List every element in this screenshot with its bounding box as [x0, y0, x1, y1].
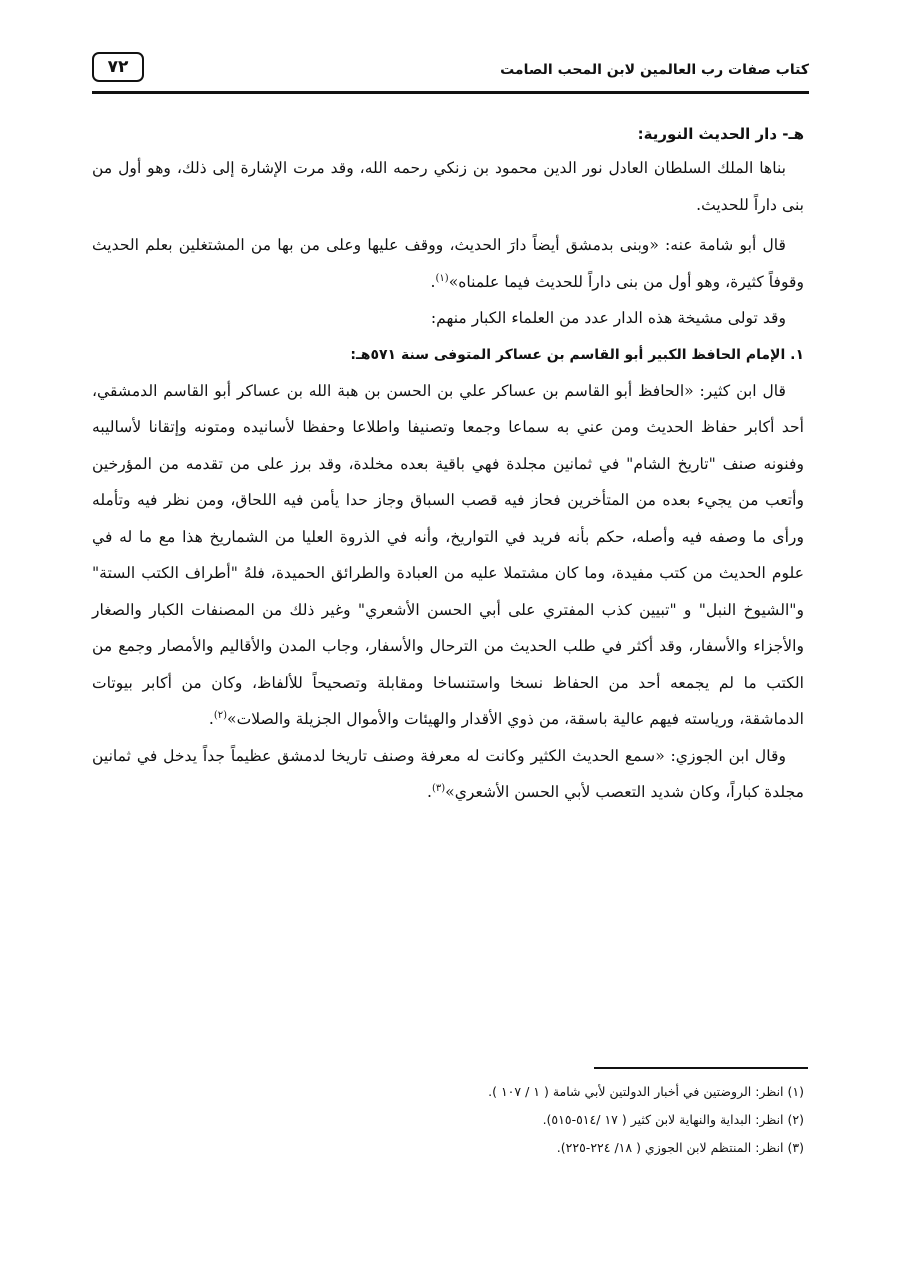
footnote-2: (٢) انظر: البداية والنهاية لابن كثير ( ١٧ /٥١٤-٥١٥). — [542, 1112, 804, 1127]
footnote-3: (٣) انظر: المنتظم لابن الجوزي ( ١٨/ ٢٢٤-٢٢٥). — [556, 1140, 804, 1155]
header-divider — [92, 91, 809, 94]
main-text — [92, 118, 804, 811]
paragraph-5-text: وقال ابن الجوزي: «سمع الحديث الكثير وكانت له معرفة وصنف تاريخا لدمشق عظيماً جداً يدخل في ثمانين مجلدة كباراً، وكان شديد التعصب لأبي الحسن الأشعري» — [92, 746, 804, 801]
footnote-ref-3: (٣) — [431, 782, 446, 794]
section-heading: هـ- دار الحديث النورية: — [637, 125, 804, 143]
footnote-1: (١) انظر: الروضتين في أخبار الدولتين لأبي شامة ( ١ / ١٠٧ ). — [488, 1084, 804, 1099]
page-header — [92, 52, 809, 92]
page-number: ٧٢ — [92, 52, 144, 82]
paragraph-5-end: . — [427, 783, 432, 801]
footnote-divider — [594, 1067, 808, 1069]
footnote-ref-1: (١) — [435, 272, 449, 284]
paragraph-5 — [92, 738, 804, 811]
book-title: كتاب صفات رب العالمين لابن المحب الصامت — [500, 62, 809, 78]
paragraph-2 — [92, 227, 804, 300]
scholar-heading: ١. الإمام الحافظ الكبير أبو القاسم بن عساكر المتوفى سنة ٥٧١هـ: — [350, 346, 804, 363]
paragraph-2-end: . — [430, 272, 436, 291]
paragraph-1: بناها الملك السلطان العادل نور الدين محمود بن زنكي رحمه الله، وقد مرت الإشارة إلى ذلك، وهو أول من بنى داراً للحديث. — [92, 159, 804, 214]
footnote-ref-2: (٢) — [213, 709, 228, 721]
paragraph-2-text: قال أبو شامة عنه: «وبنى بدمشق أيضاً دارَ الحديث، ووقف عليها وعلى من بها من المشتغلين بعلم الحديث وقوفاً كثيرة، وهو أول من بنى داراً للحديث فيما علمناه» — [92, 236, 804, 291]
paragraph-4 — [92, 373, 804, 738]
footnotes — [204, 1078, 804, 1162]
paragraph-4-end: . — [208, 710, 214, 728]
paragraph-3: وقد تولى مشيخة هذه الدار عدد من العلماء الكبار منهم: — [430, 309, 786, 327]
paragraph-4-text: قال ابن كثير: «الحافظ أبو القاسم بن عساكر علي بن الحسن بن هبة الله بن عساكر أبو القاسم الدمشقي، أحد أكابر حفاظ الحديث ومن عني به سماعا وجمعا وتصنيفا واطلاعا وحفظا لأسانيده ومتونه وإتقانا لأساليبه وفنونه صنف "تاريخ الشام" في ثمانين مجلدة فهي باقية بعده مخلدة، وقد برز على من تقدمه من المؤرخين وأتعب من يجيء بعده من المتأخرين فحاز فيه قصب السباق وجاز حدا يأمن فيه اللحاق، ومن نظر فيه وتأمله ورأى ما وصفه فيه وأصله، حكم بأنه فريد في التواريخ، وأنه في الذروة العليا من الشماريخ هذا مع ما له في علوم الحديث من كتب مفيدة، وما كان مشتملا عليه من العبادة والطرائق الحميدة، فلهُ "أطراف الكتب الستة" و"الشيوخ النبل" و "تبيين كذب المفتري على أبي الحسن الأشعري" وغير ذلك من المصنفات الكبار والصغار والأجزاء والأسفار، وقد أكثر في طلب الحديث من الترحال والأسفار، وجاب المدن والأقاليم والأمصار وجمع من الكتب ما لم يجمعه أحد من الحفاظ نسخا واستنساخا ومقابلة وتصحيحاً للألفاظ، وكان من أكابر بيوتات الدماشقة، ورياسته فيهم عالية باسقة، من ذوي الأقدار والهيئات والأموال الجزيلة والصلات» — [92, 381, 804, 728]
